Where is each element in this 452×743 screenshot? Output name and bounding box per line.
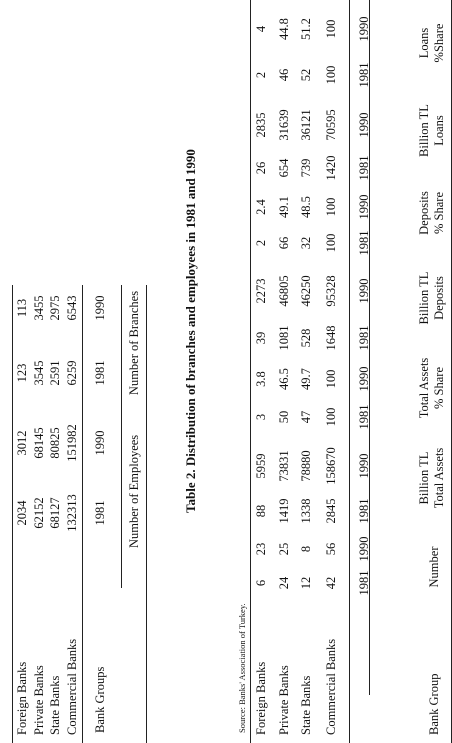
table-cell: 2975 — [48, 295, 62, 321]
header-bank-groups: Bank Groups — [93, 666, 107, 733]
table-cell: 70595 — [324, 109, 338, 141]
table-cell: 2591 — [48, 360, 62, 386]
table-cell: 100 — [324, 65, 338, 85]
table-cell: 46805 — [277, 275, 291, 307]
table-cell: 31639 — [277, 109, 291, 141]
table-cell: 100 — [324, 233, 338, 253]
table-cell: 39 — [254, 331, 268, 345]
header-total-assets-unit: Billion TL — [417, 451, 431, 505]
year-header: 1981 — [93, 360, 107, 386]
header-share-deposits-sub: Deposits — [417, 191, 431, 235]
header-share-assets: % Share — [432, 367, 446, 409]
table-cell: 48.5 — [299, 196, 313, 218]
table-cell: 24 — [277, 576, 291, 590]
table-cell: 3012 — [15, 430, 29, 456]
table-1-bottom-rule — [250, 0, 251, 743]
row-label: Private Banks — [277, 665, 291, 735]
header-share-assets-sub: Total Assets — [417, 357, 431, 419]
table-cell: 654 — [277, 158, 291, 178]
header-number: Number — [427, 546, 441, 588]
table-cell: 46250 — [299, 275, 313, 307]
year-header: 1981 — [357, 498, 371, 524]
year-header: 1990 — [357, 536, 371, 562]
year-header: 1981 — [357, 230, 371, 256]
table-cell: 158670 — [324, 447, 338, 485]
table-cell: 2 — [254, 239, 268, 247]
header-share-loans-sub: Loans — [417, 27, 431, 59]
table-cell: 1419 — [277, 498, 291, 524]
header-loans-unit: Billion TL — [417, 104, 431, 157]
table-cell: 52 — [299, 68, 313, 82]
year-header: 1990 — [357, 112, 371, 138]
table-cell: 42 — [324, 576, 338, 590]
year-header: 1981 — [93, 500, 107, 526]
table-cell: 1338 — [299, 498, 313, 524]
table-cell: 6 — [254, 579, 268, 587]
table-cell: 3.8 — [254, 371, 268, 387]
table-cell: 1081 — [277, 325, 291, 351]
table-2-bottom-rule — [12, 285, 13, 743]
table-cell: 88 — [254, 504, 268, 518]
header-number-of-employees: Number of Employees — [127, 434, 141, 548]
table-2-top-rule — [146, 285, 147, 743]
table-cell: 95328 — [324, 275, 338, 307]
table-cell: 100 — [324, 197, 338, 217]
year-header: 1981 — [357, 570, 371, 596]
table-2-subheader-rule — [121, 285, 122, 588]
table-cell: 80825 — [48, 427, 62, 459]
year-header: 1990 — [93, 430, 107, 456]
table-cell: 2845 — [324, 498, 338, 524]
table-cell: 8 — [299, 545, 313, 553]
table-cell: 2835 — [254, 112, 268, 138]
year-header: 1990 — [357, 453, 371, 479]
table-cell: 62152 — [32, 497, 46, 529]
table-cell: 528 — [299, 328, 313, 348]
header-share-deposits: % Share — [432, 192, 446, 234]
table-cell: 78880 — [299, 450, 313, 482]
table-cell: 100 — [324, 407, 338, 427]
table-cell: 46.5 — [277, 368, 291, 390]
table-cell: 3455 — [32, 295, 46, 321]
table-cell: 46 — [277, 68, 291, 82]
header-number-of-branches: Number of Branches — [127, 290, 141, 396]
table-cell: 68145 — [32, 427, 46, 459]
year-header: 1990 — [357, 194, 371, 220]
row-label: State Banks — [299, 675, 313, 735]
table-cell: 73831 — [277, 450, 291, 482]
table-cell: 5959 — [254, 453, 268, 479]
table-cell: 47 — [299, 410, 313, 424]
table-2-header-rule — [82, 285, 83, 743]
row-label: State Banks — [48, 675, 62, 735]
table-cell: 113 — [15, 298, 29, 318]
table-cell: 68127 — [48, 497, 62, 529]
year-header: 1981 — [357, 404, 371, 430]
table-cell: 50 — [277, 410, 291, 424]
table-cell: 2034 — [15, 500, 29, 526]
table-cell: 25 — [277, 542, 291, 556]
year-header: 1990 — [357, 366, 371, 392]
year-header: 1981 — [357, 62, 371, 88]
table-2-caption: Table 2. Distribution of branches and employees in 1981 and 1990 — [183, 149, 198, 513]
table-cell: 100 — [324, 369, 338, 389]
table-cell: 51.2 — [299, 18, 313, 40]
table-cell: 6543 — [65, 295, 79, 321]
table-cell: 32 — [299, 236, 313, 250]
row-label: Private Banks — [32, 665, 46, 735]
header-total-assets: Total Assets — [432, 447, 446, 509]
table-cell: 4 — [254, 25, 268, 33]
table-cell: 739 — [299, 158, 313, 178]
row-label: Commercial Banks — [65, 638, 79, 735]
table-cell: 23 — [254, 542, 268, 556]
header-loans: Loans — [432, 115, 446, 146]
header-deposits: Deposits — [432, 276, 446, 320]
table-cell: 2273 — [254, 278, 268, 304]
row-label: Foreign Banks — [254, 661, 268, 735]
year-header: 1981 — [357, 325, 371, 351]
table-cell: 151982 — [65, 424, 79, 462]
table-cell: 36121 — [299, 109, 313, 141]
table-cell: 49.1 — [277, 196, 291, 218]
table-cell: 66 — [277, 236, 291, 250]
header-deposits-unit: Billion TL — [417, 271, 431, 325]
table-cell: 12 — [299, 576, 313, 590]
row-label: Foreign Banks — [15, 661, 29, 735]
table-cell: 1420 — [324, 155, 338, 181]
table-cell: 3 — [254, 413, 268, 421]
year-header: 1990 — [357, 16, 371, 42]
table-cell: 56 — [324, 542, 338, 556]
table-cell: 26 — [254, 161, 268, 175]
table-cell: 123 — [15, 363, 29, 383]
header-bank-group: Bank Group — [427, 673, 441, 735]
table-cell: 6259 — [65, 360, 79, 386]
year-header: 1981 — [357, 155, 371, 181]
table-cell: 49.7 — [299, 368, 313, 390]
header-share-loans: %Share — [432, 23, 446, 63]
table-1-header-rule — [349, 0, 350, 743]
table-cell: 100 — [324, 19, 338, 39]
table-cell: 2 — [254, 71, 268, 79]
table-cell: 1648 — [324, 325, 338, 351]
year-header: 1990 — [93, 295, 107, 321]
table-1-source-note: Source: Banks' Association of Turkey. — [237, 603, 247, 733]
table-cell: 132313 — [65, 494, 79, 532]
table-cell: 2.4 — [254, 199, 268, 215]
table-cell: 3545 — [32, 360, 46, 386]
year-header: 1990 — [357, 278, 371, 304]
table-cell: 44.8 — [277, 18, 291, 40]
row-label: Commercial Banks — [324, 638, 338, 735]
